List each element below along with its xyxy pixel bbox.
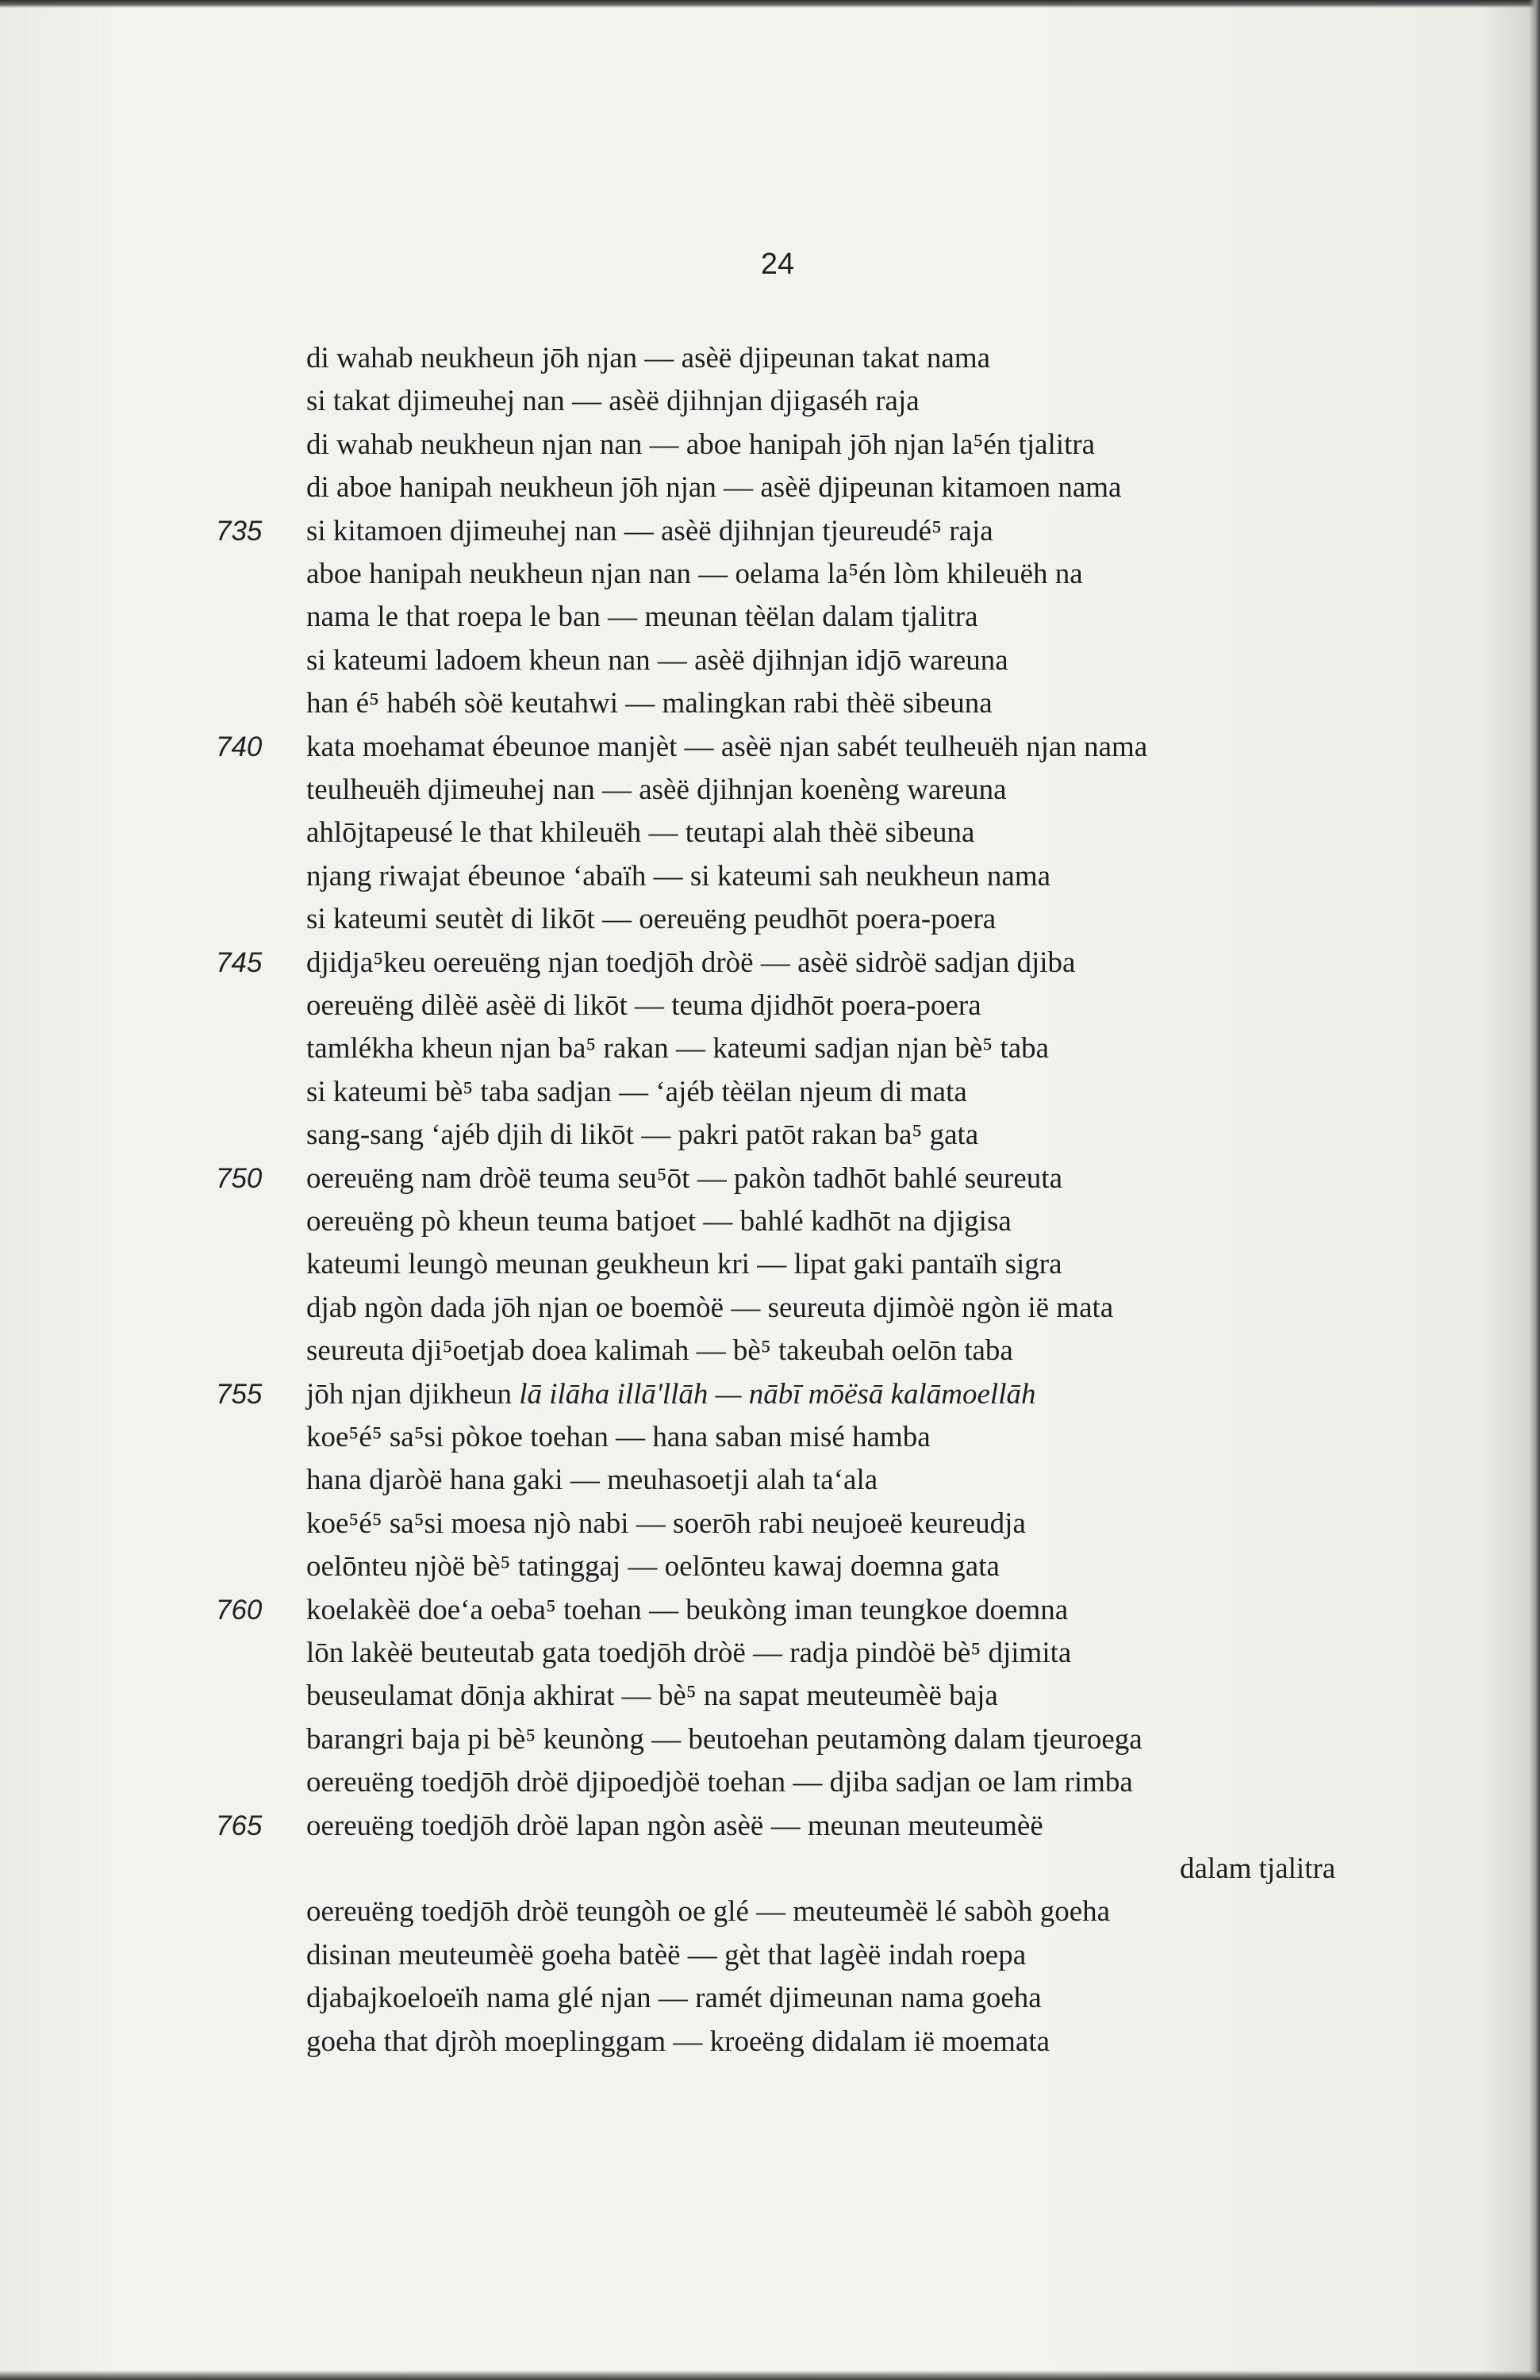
- verse-text: [306, 1934, 1026, 1977]
- verse-text: [306, 1200, 1012, 1243]
- verse-text: [306, 1891, 1110, 1933]
- verse-text: [306, 1632, 1071, 1675]
- line-number: 760: [216, 1595, 263, 1626]
- verse-text-main: djidja⁵keu oereuëng njan toedjōh dròë — asèë sidròë sadjan djiba: [306, 946, 1076, 979]
- verse-text: [306, 1545, 1000, 1588]
- verse-text-main: lōn lakèë beuteutab gata toedjōh dròë — radja pindòë bè⁵ djimita: [306, 1637, 1072, 1669]
- verse-text: [306, 510, 993, 553]
- verse-text-main: di wahab neukheun jōh njan — asèë djipeunan takat nama: [306, 342, 991, 374]
- verse-text-main: oereuëng dilèë asèë di likōt — teuma djidhōt poera-poera: [306, 989, 981, 1022]
- verse-text: [306, 1805, 1043, 1848]
- verse-text-main: han é⁵ habéh sòë keutahwi — malingkan rabi thèë sibeuna: [306, 687, 993, 720]
- verse-text-main: kata moehamat ébeunoe manjèt — asèë njan sabét teulheuëh njan nama: [306, 731, 1148, 763]
- verse-text: [306, 380, 920, 423]
- verse-text: [306, 639, 1008, 682]
- line-number: 755: [216, 1379, 263, 1410]
- verse-text-main: si kitamoen djimeuhej nan — asèë djihnjan tjeureudé⁵ raja: [306, 515, 993, 547]
- verse-text: [306, 812, 974, 854]
- line-number: 740: [216, 731, 263, 762]
- verse-text-italic: lā ilāha illā'llāh — nābī mōësā kalāmoellāh: [519, 1378, 1036, 1411]
- verse-text-main: njang riwajat ébeunoe ‘abaïh — si kateumi sah neukheun nama: [306, 860, 1051, 892]
- verse-text: [306, 1589, 1068, 1632]
- verse-text-main: beuseulamat dōnja akhirat — bè⁵ na sapat meuteumèë baja: [306, 1679, 998, 1712]
- verse-text: [306, 1157, 1062, 1200]
- verse-text-main: teulheuëh djimeuhej nan — asèë djihnjan koenèng wareuna: [306, 774, 1007, 806]
- verse-text: [306, 2021, 1050, 2063]
- page-number: 24: [760, 248, 795, 281]
- verse-text: [306, 1114, 978, 1157]
- verse-text: [306, 855, 1050, 898]
- verse-text-main: jōh njan djikheun: [306, 1378, 520, 1411]
- verse-text-main: di aboe hanipah neukheun jōh njan — asèë djipeunan kitamoen nama: [306, 471, 1122, 504]
- verse-text: [306, 985, 981, 1027]
- verse-text: [306, 726, 1147, 769]
- verse-text: [306, 1373, 1036, 1416]
- verse-text: [306, 1027, 1049, 1070]
- verse-text: [306, 1675, 998, 1718]
- verse-text-main: koelakèë doe‘a oeba⁵ toehan — beukòng iman teungkoe doemna: [306, 1594, 1069, 1626]
- page-right-shadow: [1529, 0, 1540, 2380]
- verse-text-main: oereuëng nam dròë teuma seu⁵ōt — pakòn tadhōt bahlé seureuta: [306, 1162, 1062, 1195]
- page-bottom-shadow: [0, 2370, 1540, 2380]
- verse-text-main: dalam tjalitra: [1180, 1852, 1336, 1885]
- verse-text: [306, 1287, 1113, 1330]
- verse-text: [306, 898, 996, 941]
- verse-text: [306, 553, 1083, 596]
- line-number: 750: [216, 1163, 263, 1194]
- verse-text-main: tamlékha kheun njan ba⁵ rakan — kateumi sadjan njan bè⁵ taba: [306, 1032, 1050, 1065]
- verse-text-main: djab ngòn dada jōh njan oe boemòë — seureuta djimòë ngòn ië mata: [306, 1292, 1114, 1324]
- verse-text-main: oelōnteu njòë bè⁵ tatinggaj — oelōnteu kawaj doemna gata: [306, 1550, 1000, 1583]
- verse-text-main: sang-sang ‘ajéb djih di likōt — pakri patōt rakan ba⁵ gata: [306, 1119, 979, 1151]
- verse-text-main: oereuëng toedjōh dròë teungòh oe glé — meuteumèë lé sabòh goeha: [306, 1895, 1111, 1928]
- verse-text-main: koe⁵é⁵ sa⁵si moesa njò nabi — soerōh rabi neujoeë keureudja: [306, 1507, 1026, 1540]
- verse-text-main: si kateumi seutèt di likōt — oereuëng peudhōt poera-poera: [306, 903, 997, 935]
- verse-text-main: nama le that roepa le ban — meunan tèëlan dalam tjalitra: [306, 601, 978, 633]
- verse-text: [306, 1416, 931, 1459]
- verse-text-main: djabajkoeloeïh nama glé njan — ramét djimeunan nama goeha: [306, 1982, 1042, 2014]
- verse-text-main: ahlōjtapeusé le that khileuëh — teutapi alah thèë sibeuna: [306, 816, 975, 849]
- verse-text: [306, 1071, 967, 1114]
- verse-text: [306, 942, 1075, 985]
- verse-text: [306, 596, 978, 639]
- line-number: 765: [216, 1810, 263, 1841]
- verse-text-main: si kateumi bè⁵ taba sadjan — ‘ajéb tèëlan njeum di mata: [306, 1076, 967, 1108]
- verse-text: [1180, 1848, 1335, 1891]
- verse-text-main: oereuëng toedjōh dròë lapan ngòn asèë — meunan meuteumèë: [306, 1810, 1043, 1842]
- verse-text: [306, 1718, 1143, 1761]
- line-number: 735: [216, 516, 263, 547]
- verse-text-main: kateumi leungò meunan geukheun kri — lipat gaki pantaïh sigra: [306, 1248, 1062, 1280]
- verse-text-main: goeha that djròh moeplinggam — kroeëng didalam ië moemata: [306, 2025, 1050, 2058]
- verse-text-main: koe⁵é⁵ sa⁵si pòkoe toehan — hana saban misé hamba: [306, 1421, 931, 1453]
- verse-text-main: oereuëng pò kheun teuma batjoet — bahlé kadhōt na djigisa: [306, 1205, 1012, 1238]
- verse-text-main: hana djaròë hana gaki — meuhasoetji alah ta‘ala: [306, 1464, 878, 1496]
- verse-text: [306, 1977, 1042, 2020]
- page-top-shadow: [0, 0, 1540, 8]
- verse-text: [306, 1243, 1062, 1286]
- verse-text: [306, 1761, 1133, 1804]
- verse-text: [306, 1459, 878, 1502]
- verse-text: [306, 466, 1121, 509]
- verse-text: [306, 1503, 1026, 1545]
- verse-text-main: aboe hanipah neukheun njan nan — oelama la⁵én lòm khileuëh na: [306, 558, 1083, 590]
- verse-text: [306, 682, 993, 725]
- verse-text-main: oereuëng toedjōh dròë djipoedjòë toehan — djiba sadjan oe lam rimba: [306, 1766, 1133, 1798]
- verse-text-main: disinan meuteumèë goeha batèë — gèt that lagèë indah roepa: [306, 1939, 1027, 1971]
- verse-text: [306, 769, 1007, 812]
- verse-text-main: si kateumi ladoem kheun nan — asèë djihnjan idjō wareuna: [306, 644, 1008, 677]
- verse-text-main: seureuta dji⁵oetjab doea kalimah — bè⁵ takeubah oelōn taba: [306, 1334, 1013, 1367]
- verse-text: [306, 424, 1095, 466]
- verse-text: [306, 1330, 1013, 1372]
- verse-text: [306, 337, 990, 380]
- verse-text-main: di wahab neukheun njan nan — aboe hanipah jōh njan la⁵én tjalitra: [306, 428, 1096, 461]
- line-number: 745: [216, 947, 263, 978]
- verse-text-main: si takat djimeuhej nan — asèë djihnjan djigaséh raja: [306, 385, 920, 417]
- verse-text-main: barangri baja pi bè⁵ keunòng — beutoehan peutamòng dalam tjeuroega: [306, 1723, 1143, 1756]
